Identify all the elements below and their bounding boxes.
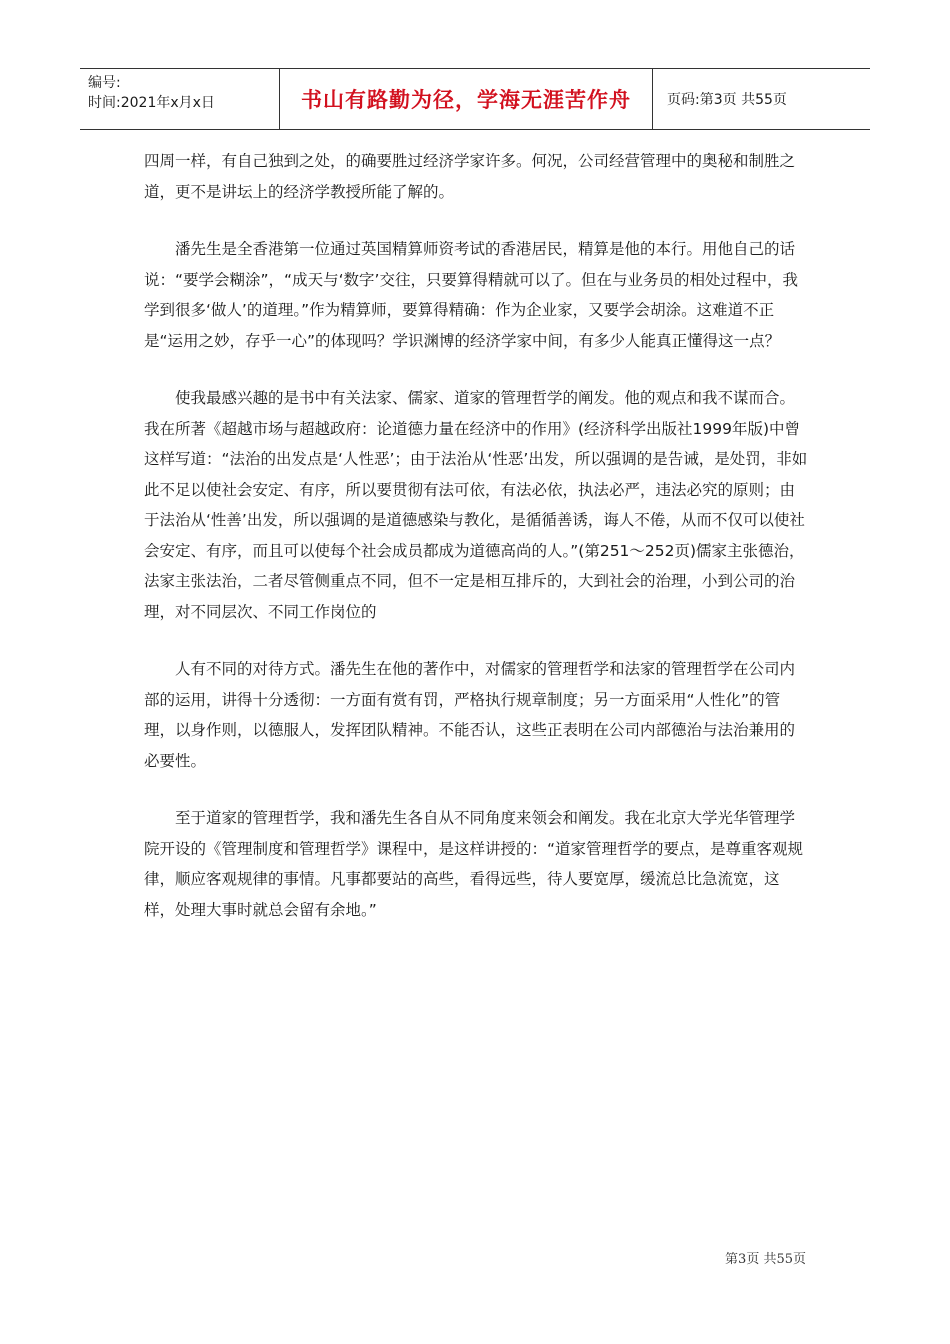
header-motto: 书山有路勤为径，学海无涯苦作舟 <box>280 69 653 129</box>
paragraph: 人有不同的对待方式。潘先生在他的著作中，对儒家的管理哲学和法家的管理哲学在公司内部的运用，讲得十分透彻：一方面有赏有罚，严格执行规章制度；另一方面采用“人性化”的管理，以身作则，以德服人，发挥团队精神。不能否认，这些正表明在公司内部德治与法治兼用的必要性。 <box>144 660 796 770</box>
paragraph: 至于道家的管理哲学，我和潘先生各自从不同角度来领会和阐发。我在北京大学光华管理学院开设的《管理制度和管理哲学》课程中，是这样讲授的：“道家管理哲学的要点，是尊重客观规律，顺应客观规律的事情。凡事都要站的高些，看得远些，待人要宽厚，缓流总比急流宽，这样，处理大事时就总会留有余地。” <box>144 809 804 919</box>
document-number-label: 编号: <box>88 75 121 91</box>
paragraph: 四周一样，有自己独到之处，的确要胜过经济学家许多。何况，公司经营管理中的奥秘和制胜之道，更不是讲坛上的经济学教授所能了解的。 <box>144 152 796 201</box>
page-header <box>80 68 870 130</box>
paragraph: 使我最感兴趣的是书中有关法家、儒家、道家的管理哲学的阐发。他的观点和我不谋而合。我在所著《超越市场与超越政府：论道德力量在经济中的作用》(经济科学出版社1999年版)中曾这样写道：“法治的出发点是‘人性恶’；由于法治从‘性恶’出发，所以强调的是告诫，是处罚，非如此不足以使社会安定、有序，所以要贯彻有法可依，有法必依，执法必严，违法必究的原则；由于法治从‘性善’出发，所以强调的是道德感染与教化，是循循善诱，诲人不倦，从而不仅可以使社会安定、有序，而且可以使每个社会成员都成为道德高尚的人。”(第251～252页)儒家主张德治，法家主张法治，二者尽管侧重点不同，但不一定是相互排斥的，大到社会的治理，小到公司的治理，对不同层次、不同工作岗位的 <box>144 389 808 621</box>
header-page-number: 页码:第3页 共55页 <box>667 92 787 108</box>
paragraph: 潘先生是全香港第一位通过英国精算师资考试的香港居民，精算是他的本行。用他自己的话说：“要学会糊涂”，“成天与‘数字’交往，只要算得精就可以了。但在与业务员的相处过程中，我学到很多‘做人’的道理。”作为精算师，要算得精确：作为企业家，又要学会胡涂。这难道不正是“运用之妙，存乎一心”的体现吗？学识渊博的经济学家中间，有多少人能真正懂得这一点？ <box>144 240 798 350</box>
document-date: 时间:2021年x月x日 <box>88 95 215 111</box>
header-meta <box>80 69 280 129</box>
document-body <box>144 146 809 952</box>
page-footer: 第3页 共55页 <box>725 1252 806 1267</box>
